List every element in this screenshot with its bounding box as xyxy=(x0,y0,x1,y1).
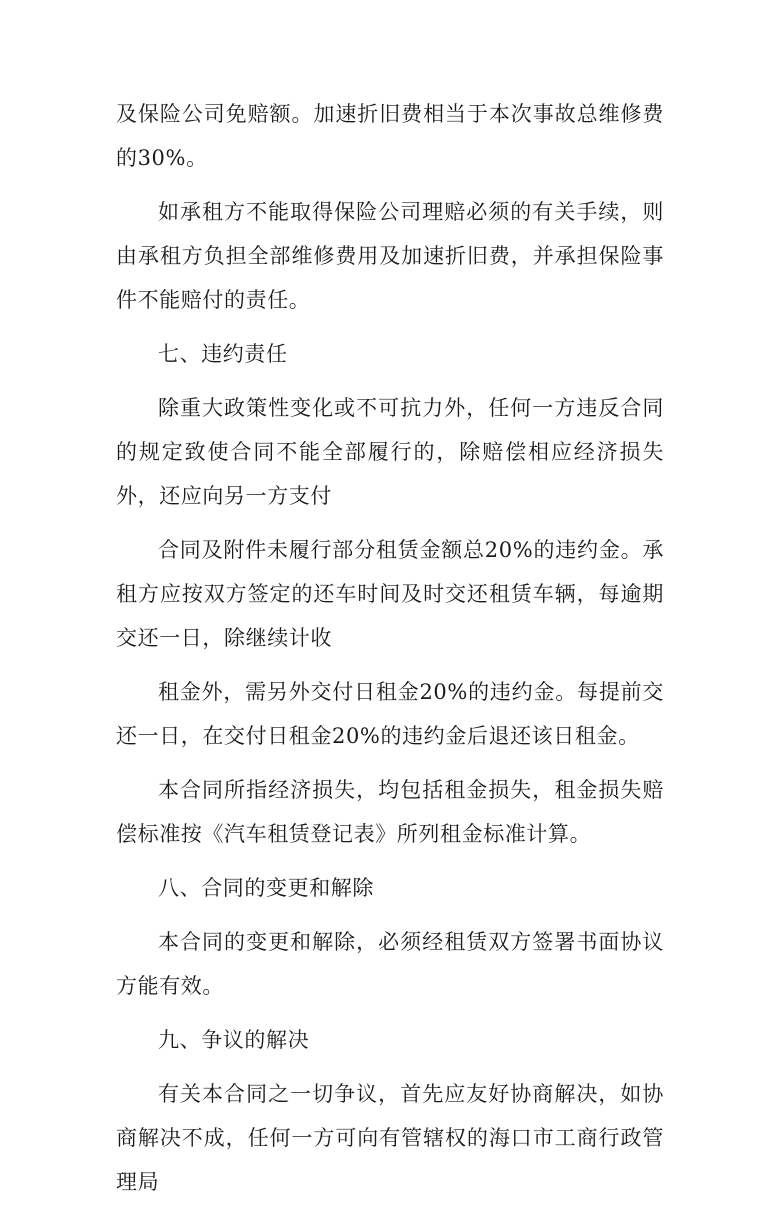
paragraph-breach-rent: 租金外，需另外交付日租金20%的违约金。每提前交还一日，在交付日租金20%的违约金后退还该日租金。 xyxy=(116,680,664,748)
paragraph-continued: 及保险公司免赔额。加速折旧费相当于本次事故总维修费的30%。 xyxy=(116,102,664,170)
paragraph-breach-general: 除重大政策性变化或不可抗力外，任何一方违反合同的规定致使合同不能全部履行的，除赔偿相应经济损失外，还应向另一方支付 xyxy=(116,396,664,508)
paragraph-insurance-claim: 如承租方不能取得保险公司理赔必须的有关手续，则由承租方负担全部维修费用及加速折旧费，并承担保险事件不能赔付的责任。 xyxy=(116,200,664,312)
section-heading-modification: 八、合同的变更和解除 xyxy=(158,876,374,900)
paragraph-modification: 本合同的变更和解除，必须经租赁双方签署书面协议方能有效。 xyxy=(116,930,664,998)
paragraph-dispute: 有关本合同之一切争议，首先应友好协商解决，如协商解决不成，任何一方可向有管辖权的海口市工商行政管理局 xyxy=(116,1082,664,1194)
document-body xyxy=(116,92,664,1214)
section-heading-breach: 七、违约责任 xyxy=(158,342,288,366)
paragraph-breach-penalty: 合同及附件未履行部分租赁金额总20%的违约金。承租方应按双方签定的还车时间及时交还租赁车辆，每逾期交还一日，除继续计收 xyxy=(116,538,664,650)
paragraph-economic-loss: 本合同所指经济损失，均包括租金损失，租金损失赔偿标准按《汽车租赁登记表》所列租金标准计算。 xyxy=(116,778,664,846)
section-heading-dispute: 九、争议的解决 xyxy=(158,1028,310,1052)
